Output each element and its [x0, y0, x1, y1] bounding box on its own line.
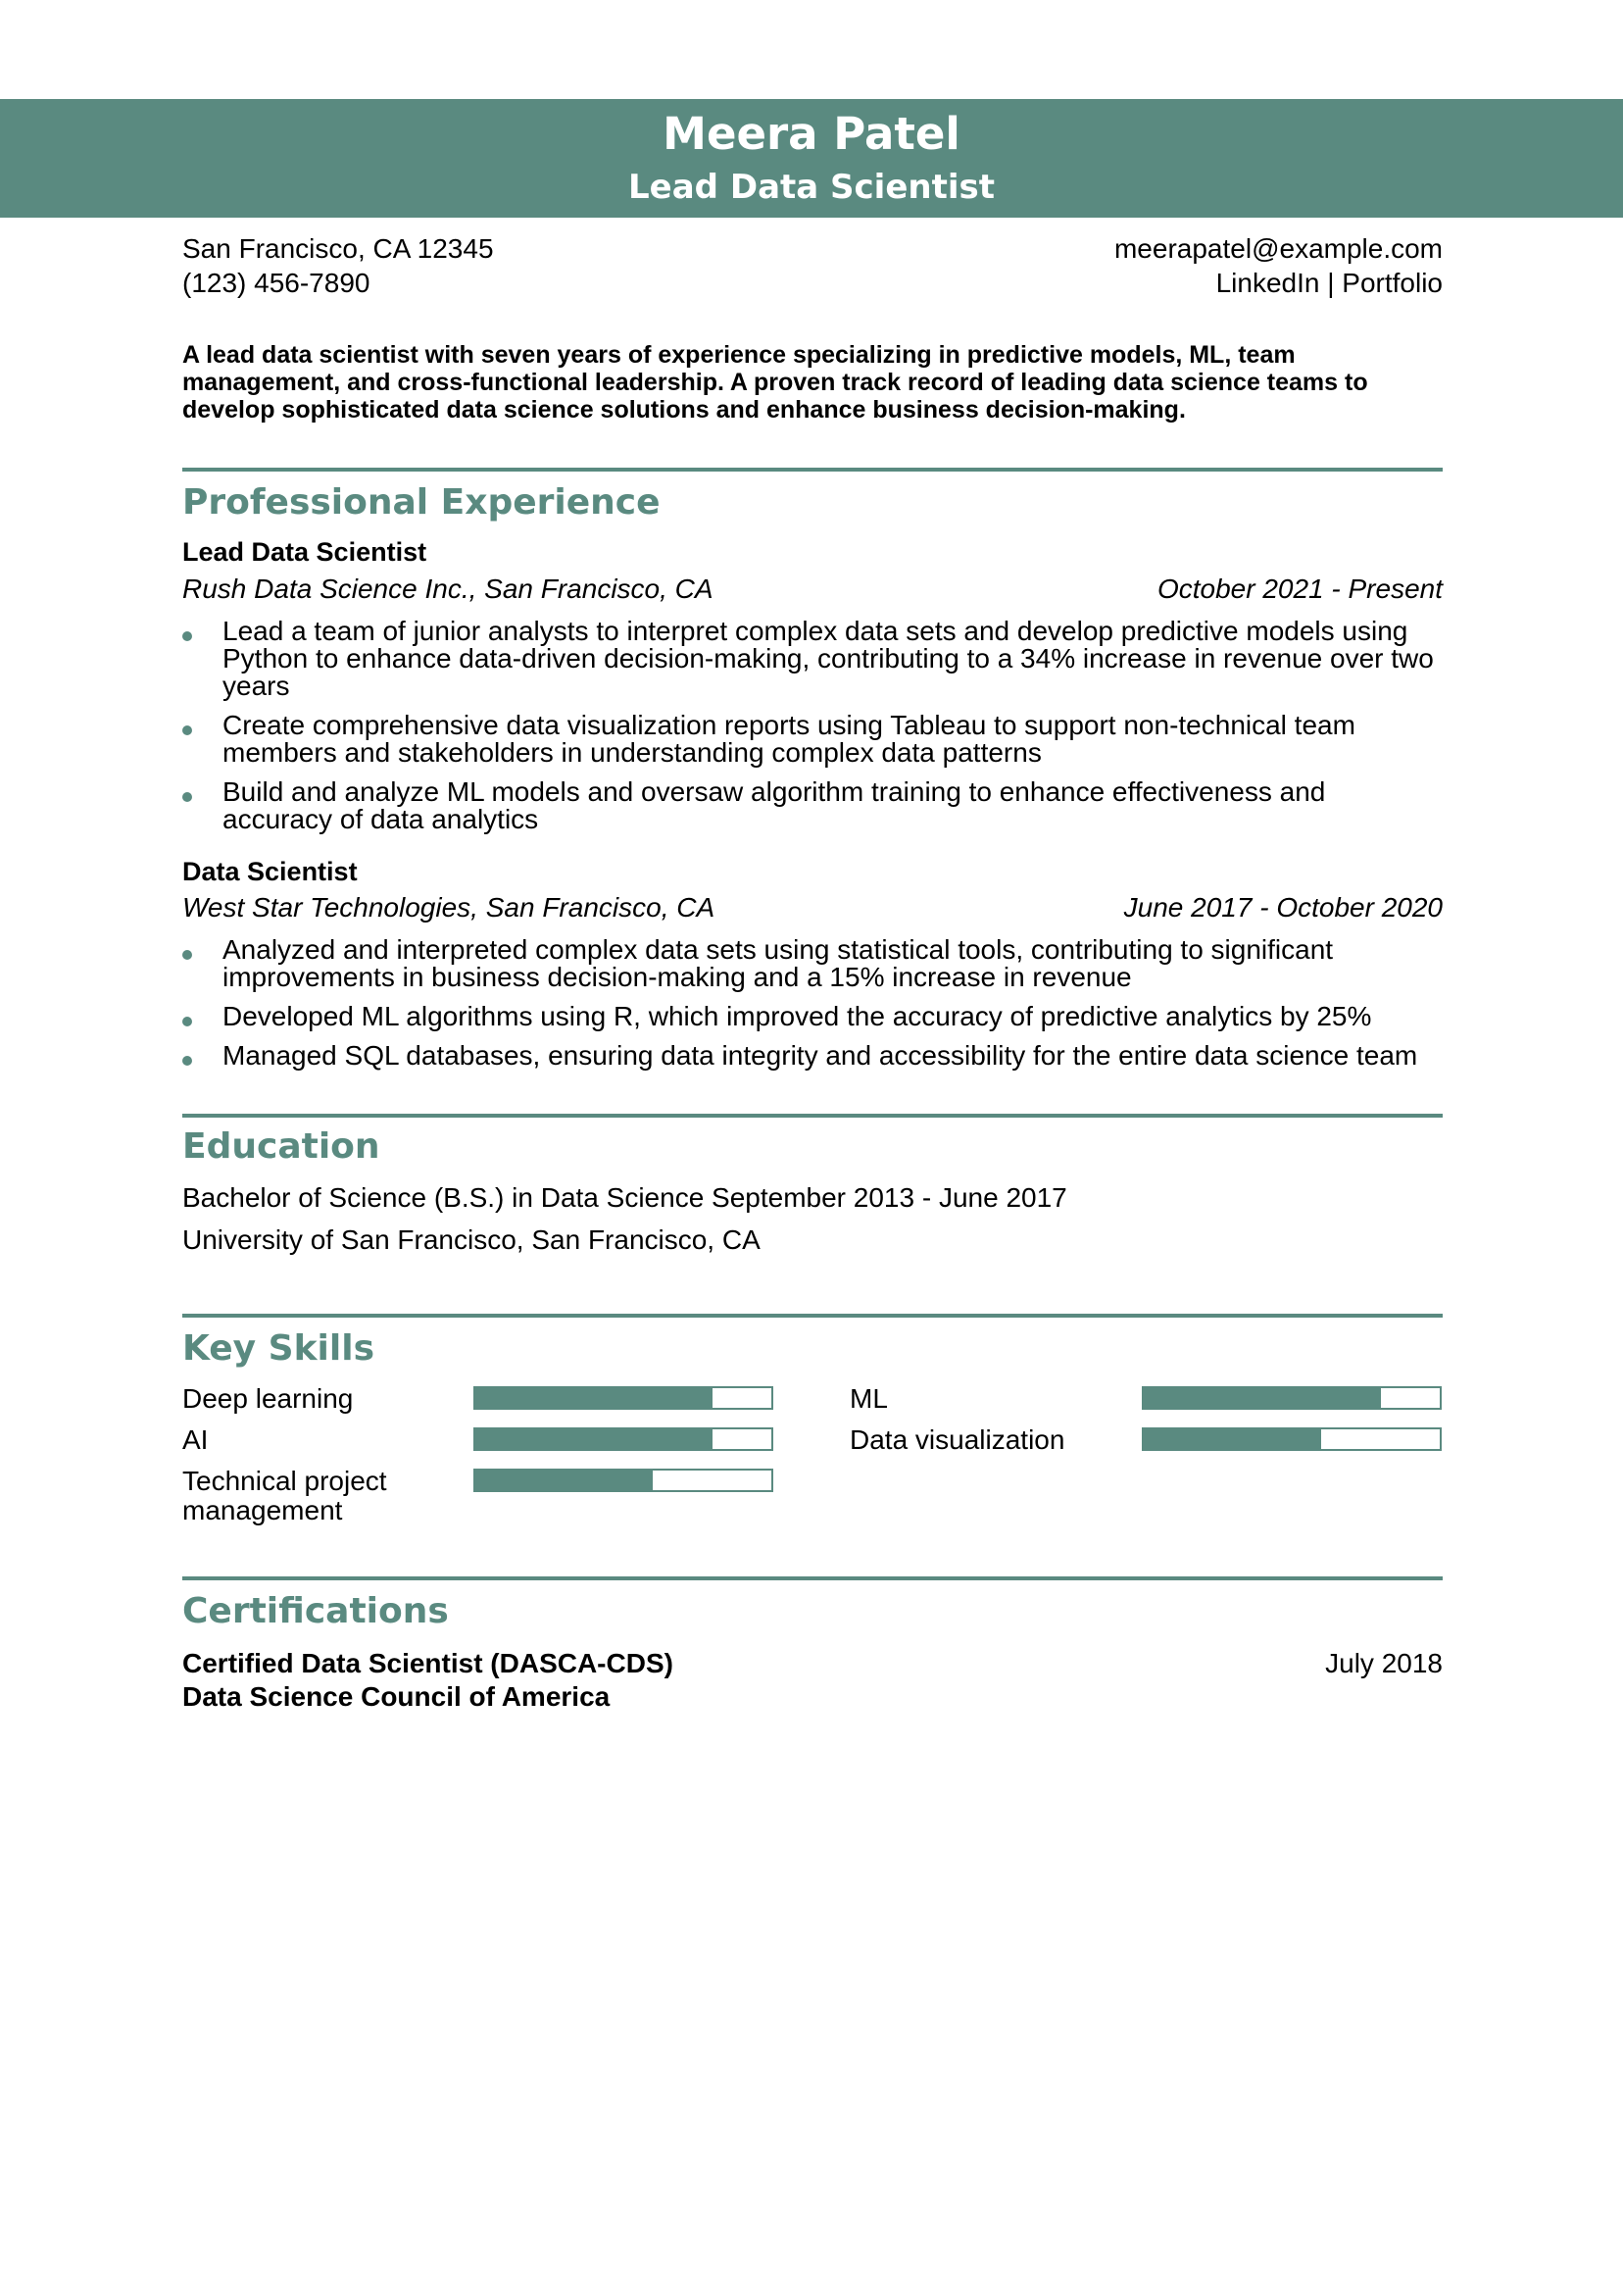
list-item: Analyzed and interpreted complex data sets using statistical tools, contributing to significant improvements in business decision-making and a 15% increase in revenue [182, 936, 1443, 991]
skill-level-fill [475, 1429, 713, 1449]
section-divider [182, 1314, 1443, 1318]
list-item: Build and analyze ML models and oversaw algorithm training to enhance effectiveness and accuracy of data analytics [182, 778, 1443, 833]
contact-links[interactable]: LinkedIn | Portfolio [1215, 268, 1443, 298]
contact-info [182, 231, 1443, 300]
job-meta [182, 891, 1443, 924]
list-item: Developed ML algorithms using R, which improved the accuracy of predictive analytics by 25% [182, 1003, 1443, 1030]
summary: A lead data scientist with seven years of experience specializing in predictive models, ML, team management, and cross-functional leadership. A proven track record of leading data science teams to develop sophisticated data science solutions and enhance business decision-making. [182, 341, 1368, 424]
job-bullets [182, 936, 1443, 1081]
bullet-icon [182, 725, 192, 735]
list-item: Managed SQL databases, ensuring data integrity and accessibility for the entire data science team [182, 1042, 1443, 1070]
skill-label: AI [182, 1424, 209, 1455]
skill-level-fill [1144, 1388, 1381, 1408]
job-title: Lead Data Scientist [182, 537, 427, 567]
certification-name: Certified Data Scientist (DASCA-CDS) [182, 1648, 673, 1678]
job-bullets [182, 618, 1443, 845]
job-dates: June 2017 - October 2020 [1123, 892, 1443, 923]
skill-level-bar [1142, 1386, 1442, 1410]
skill-level-fill [1144, 1429, 1321, 1449]
skills-heading: Key Skills [182, 1328, 374, 1369]
skill-level-bar [473, 1386, 773, 1410]
job-company: West Star Technologies, San Francisco, CA [182, 892, 715, 923]
experience-heading: Professional Experience [182, 482, 661, 523]
section-divider [182, 1114, 1443, 1118]
section-divider [182, 468, 1443, 472]
skill-level-fill [475, 1471, 653, 1490]
skill-level-bar [1142, 1427, 1442, 1451]
contact-phone: (123) 456-7890 [182, 268, 370, 298]
bullet-icon [182, 631, 192, 641]
certification-issuer: Data Science Council of America [182, 1681, 611, 1712]
job-dates: October 2021 - Present [1156, 574, 1443, 604]
list-item: Create comprehensive data visualization reports using Tableau to support non-technical team members and stakeholders in understanding complex data patterns [182, 712, 1443, 767]
job-title: Data Scientist [182, 857, 358, 886]
certifications-heading: Certifications [182, 1591, 449, 1631]
job-company: Rush Data Science Inc., San Francisco, CA [182, 574, 713, 604]
certification-row [182, 1647, 1443, 1680]
contact-email[interactable]: meerapatel@example.com [1113, 233, 1443, 264]
section-divider [182, 1576, 1443, 1580]
bullet-icon [182, 1056, 192, 1066]
job-meta [182, 573, 1443, 606]
skill-level-fill [475, 1388, 713, 1408]
education-degree: Bachelor of Science (B.S.) in Data Science September 2013 - June 2017 [182, 1182, 1067, 1213]
header-band [0, 99, 1623, 218]
bullet-icon [182, 950, 192, 960]
bullet-icon [182, 1017, 192, 1026]
bullet-icon [182, 792, 192, 802]
contact-location: San Francisco, CA 12345 [182, 233, 494, 264]
skill-level-bar [473, 1469, 773, 1492]
candidate-name: Meera Patel [663, 108, 960, 160]
skill-label: Data visualization [850, 1424, 1065, 1455]
skill-label: Technical project management [182, 1466, 387, 1525]
candidate-title: Lead Data Scientist [628, 168, 995, 207]
skill-level-bar [473, 1427, 773, 1451]
education-heading: Education [182, 1126, 380, 1167]
certification-date: July 2018 [1325, 1648, 1443, 1678]
education-school: University of San Francisco, San Francisco, CA [182, 1224, 761, 1255]
skill-label: Deep learning [182, 1383, 354, 1414]
list-item: Lead a team of junior analysts to interpret complex data sets and develop predictive models using Python to enhance data-driven decision-making, contributing to a 34% increase in revenue over two years [182, 618, 1443, 700]
skill-label: ML [850, 1383, 888, 1414]
